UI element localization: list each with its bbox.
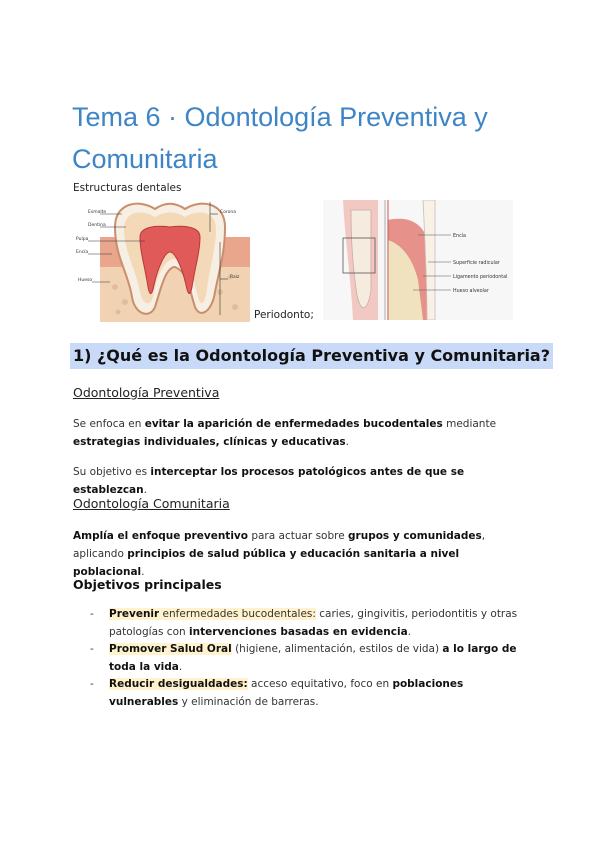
text: Se enfoca en (73, 418, 145, 430)
bold-text: principios de salud pública y educación sanitaria a nivel poblacional (73, 548, 460, 578)
text: y eliminación de barreras. (178, 695, 319, 708)
label-pulp: Pulpa (76, 237, 89, 242)
dash: - (90, 678, 94, 690)
text: . (345, 436, 350, 448)
title-line-2: Comunitaria (72, 144, 218, 174)
subheading-comunitaria: Odontología Comunitaria (73, 496, 230, 511)
paragraph-comunitaria (73, 527, 533, 581)
bold-text: a lo largo de toda la vida (109, 643, 517, 673)
bold-text: intervenciones basadas en evidencia (189, 625, 408, 638)
perio-label-root: Superficie radicular (453, 261, 500, 266)
objectives-heading: Objetivos principales (73, 577, 222, 592)
bold-text: grupos y comunidades (348, 530, 482, 542)
label-bone: Hueso (78, 278, 93, 283)
objective-item (90, 676, 520, 711)
highlight-text: enfermedades bucodentales: (159, 608, 316, 620)
tooth-diagram-svg (60, 197, 250, 322)
bold-text: Amplía el enfoque preventivo (73, 530, 248, 542)
text: (higiene, alimentación, estilos de vida) (231, 643, 443, 655)
text: acceso equitativo, foco en (247, 678, 393, 690)
tooth-structure-image (60, 197, 250, 322)
label-dentin: Dentina (88, 223, 106, 228)
perio-label-ligament: Ligamento periodontal (453, 275, 508, 280)
text: . (143, 484, 147, 496)
periodontium-image (323, 200, 513, 320)
caption-structures: Estructuras dentales (73, 182, 182, 194)
dash: - (90, 608, 94, 620)
text: para actuar sobre (247, 530, 349, 542)
paragraph-preventiva-2 (73, 463, 533, 499)
text: . (407, 625, 411, 638)
subheading-preventiva: Odontología Preventiva (73, 385, 220, 400)
label-root: Raíz (230, 275, 240, 280)
highlight-bold: Reducir desigualdades: (109, 678, 248, 690)
highlight-bold: Promover Salud Oral (109, 643, 232, 655)
title-line-1: Tema 6 · Odontología Preventiva y (72, 102, 488, 132)
section-heading: 1) ¿Qué es la Odontología Preventiva y Comunitaria? (70, 343, 553, 369)
label-enamel: Esmalte (88, 210, 107, 215)
text: caries, gingivitis, periodontitis y otras patologías con (109, 608, 518, 638)
objective-item (90, 606, 520, 641)
page-title (72, 96, 552, 180)
text: Su objetivo es (73, 466, 151, 478)
paragraph-preventiva-1 (73, 415, 533, 451)
text: . (141, 566, 145, 578)
perio-label-gum: Encía (453, 234, 466, 239)
bold-text: estrategias individuales, clínicas y educativas (73, 436, 346, 448)
dash: - (90, 643, 94, 655)
highlight-bold: Prevenir (109, 608, 160, 620)
text: mediante (442, 418, 497, 430)
periodontium-diagram-svg (323, 200, 513, 320)
bone-tissue (100, 267, 250, 322)
bold-text: interceptar los procesos patológicos antes de que se establezcan (73, 466, 465, 496)
caption-periodonto: Periodonto; (254, 309, 314, 321)
bold-text: poblaciones vulnerables (109, 678, 464, 708)
objectives-list (90, 606, 520, 711)
text: . (178, 660, 183, 673)
label-gum: Encía (76, 250, 89, 255)
objective-item (90, 641, 520, 676)
text: , aplicando (73, 530, 486, 560)
perio-label-bone: Hueso alveolar (453, 289, 489, 294)
bold-text: evitar la aparición de enfermedades bucodentales (144, 418, 443, 430)
label-crown: Corona (220, 210, 237, 215)
